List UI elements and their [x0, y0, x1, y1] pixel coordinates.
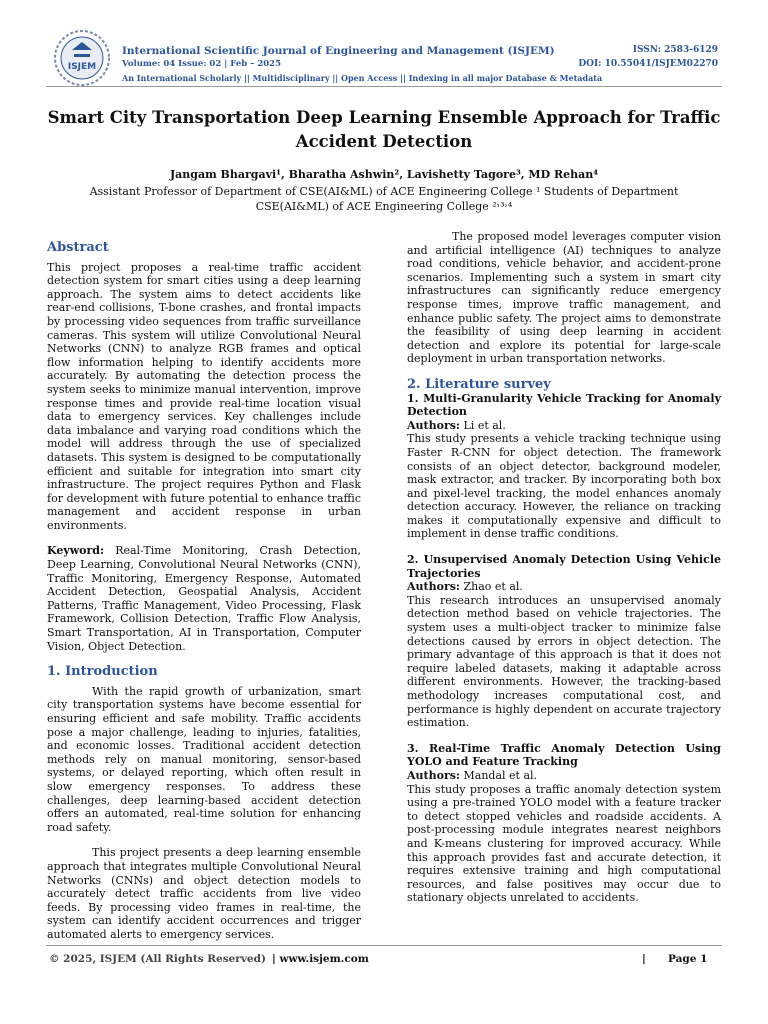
abstract-text: This project proposes a real-time traffic accident detection system for smart cities using a deep learning approach. The system aims to detect accidents like rear-end collisions, T-bone crashes, and frontal impacts by processing video sequences from traffic surveillance cameras. This system will utilize Convolutional Neural Networks (CNN) to analyze RGB frames and optical flow information helping to identify accidents more accurately. By automating the detection process the system seeks to minimize manual intervention, improve response times and provide real-time location visual data to emergency services. Key challenges include data imbalance and varying road conditions which the model will address through the use of specialized datasets. This system is designed to be computationally efficient and suitable for integration into smart city infrastructure. The project requires Python and Flask for development with future potential to enhance traffic management and accident response in urban environments.	[47, 260, 361, 532]
author-list: Jangam Bhargavi¹, Bharatha Ashwin², Lavishetty Tagore³, MD Rehan⁴	[169, 168, 599, 181]
volume-issue: Volume: 04 Issue: 02 | Feb – 2025	[122, 59, 281, 69]
intro-paragraph-2: This project presents a deep learning ensemble approach that integrates multiple Convolutional Neural Networks (CNNs) and object detection models to accurately detect traffic accidents from live video feeds. By processing video frames in real-time, the system can identify accident occurrences and trigger automated alerts to emergency services.	[47, 846, 361, 941]
paper-title: Smart City Transportation Deep Learning Ensemble Approach for Traffic Accident Detection	[47, 108, 721, 151]
lit-item-text: This study proposes a traffic anomaly detection system using a pre-trained YOLO model with a feature tracker to detect stopped vehicles and roadside accidents. A post-processing module integrates nearest neighbors and K-means clustering for improved accuracy. While this approach provides fast and accurate detection, it requires extensive training and high computational resources, and false positives may occur due to stationary objects unrelated to accidents.	[407, 782, 721, 905]
keywords-label: Keyword:	[47, 544, 105, 558]
intro-paragraph-1: With the rapid growth of urbanization, smart city transportation systems have become essential for ensuring efficient and safe mobility. Traffic accidents pose a major challenge, leading to injuries, fatalities, and economic losses. Traditional accident detection methods rely on manual monitoring, sensor-based systems, or delayed reporting, which often result in slow emergency responses. To address these challenges, deep learning-based accident detection offers an automated, real-time solution for enhancing road safety.	[47, 684, 361, 834]
lit-item-authors: Authors: Li et al.	[407, 418, 506, 432]
left-column	[47, 241, 361, 942]
journal-logo	[52, 28, 112, 88]
lit-item-authors: Authors: Zhao et al.	[407, 580, 523, 594]
logo-text: ISJEM	[67, 62, 97, 72]
affiliation: Assistant Professor of Department of CSE(AI&ML) of ACE Engineering College ¹ Students of Department CSE(AI&ML) of ACE Engineering College ²˒³˒⁴	[89, 185, 679, 213]
intro-paragraph-3: The proposed model leverages computer vision and artificial intelligence (AI) techniques to analyze road conditions, vehicle behavior, and accident-prone scenarios. Implementing such a system in smart city infrastructures can significantly reduce emergency response times, improve traffic management, and enhance public safety. The project aims to demonstrate the feasibility of using deep learning in accident detection and explore its potential for large-scale deployment in urban transportation networks.	[407, 230, 721, 366]
footer-copyright: © 2025, ISJEM (All Rights Reserved)	[49, 953, 266, 965]
journal-name: International Scientific Journal of Engineering and Management (ISJEM)	[122, 45, 555, 57]
issn: ISSN: 2583-6129	[632, 45, 718, 55]
literature-heading: 2. Literature survey	[407, 376, 551, 392]
header-divider	[46, 86, 722, 87]
footer-divider	[46, 945, 722, 946]
lit-item-text: This study presents a vehicle tracking technique using Faster R-CNN for object detection. The framework consists of an object detector, background modeler, mask extractor, and tracker. By incorporating both box and pixel-level tracking, the model enhances anomaly detection accuracy. However, the reliance on tracking makes it computationally expensive and difficult to implement in dense traffic conditions.	[407, 432, 721, 541]
journal-tagline: An International Scholarly || Multidisciplinary || Open Access || Indexing in all major Database & Metadata	[122, 73, 603, 83]
right-column	[407, 230, 721, 905]
lit-item-title: 2. Unsupervised Anomaly Detection Using Vehicle Trajectories	[407, 553, 721, 580]
lit-item-text: This research introduces an unsupervised anomaly detection method based on vehicle trajectories. The system uses a multi-object tracker to minimize false detections caused by errors in object detection. The primary advantage of this approach is that it does not require labeled datasets, making it adaptable across different environments. However, the tracking-based methodology increases computational cost, and performance is highly dependent on accurate trajectory estimation.	[407, 593, 721, 730]
lit-item-authors: Authors: Mandal et al.	[407, 768, 538, 782]
page-number: Page 1	[668, 953, 708, 965]
doi: DOI: 10.55041/ISJEM02270	[578, 59, 718, 69]
introduction-heading: 1. Introduction	[47, 664, 158, 680]
keywords-text: Real-Time Monitoring, Crash Detection, Deep Learning, Convolutional Neural Networks (CNN), Traffic Monitoring, Emergency Response, Automated Accident Detection, Geospatial Analysis, Accident Patterns, Traffic Management, Video Processing, Flask Framework, Collision Detection, Traffic Flow Analysis, Smart Transportation, AI in Transportation, Computer Vision, Object Detection.	[47, 544, 361, 653]
lit-item-title: 3. Real-Time Traffic Anomaly Detection Using YOLO and Feature Tracking	[407, 741, 721, 769]
lit-item-title: 1. Multi-Granularity Vehicle Tracking for Anomaly Detection	[407, 391, 721, 419]
footer-separator: |	[642, 953, 646, 965]
footer-website-link[interactable]: | www.isjem.com	[272, 953, 369, 965]
keywords	[47, 544, 361, 653]
abstract-heading: Abstract	[47, 240, 109, 255]
